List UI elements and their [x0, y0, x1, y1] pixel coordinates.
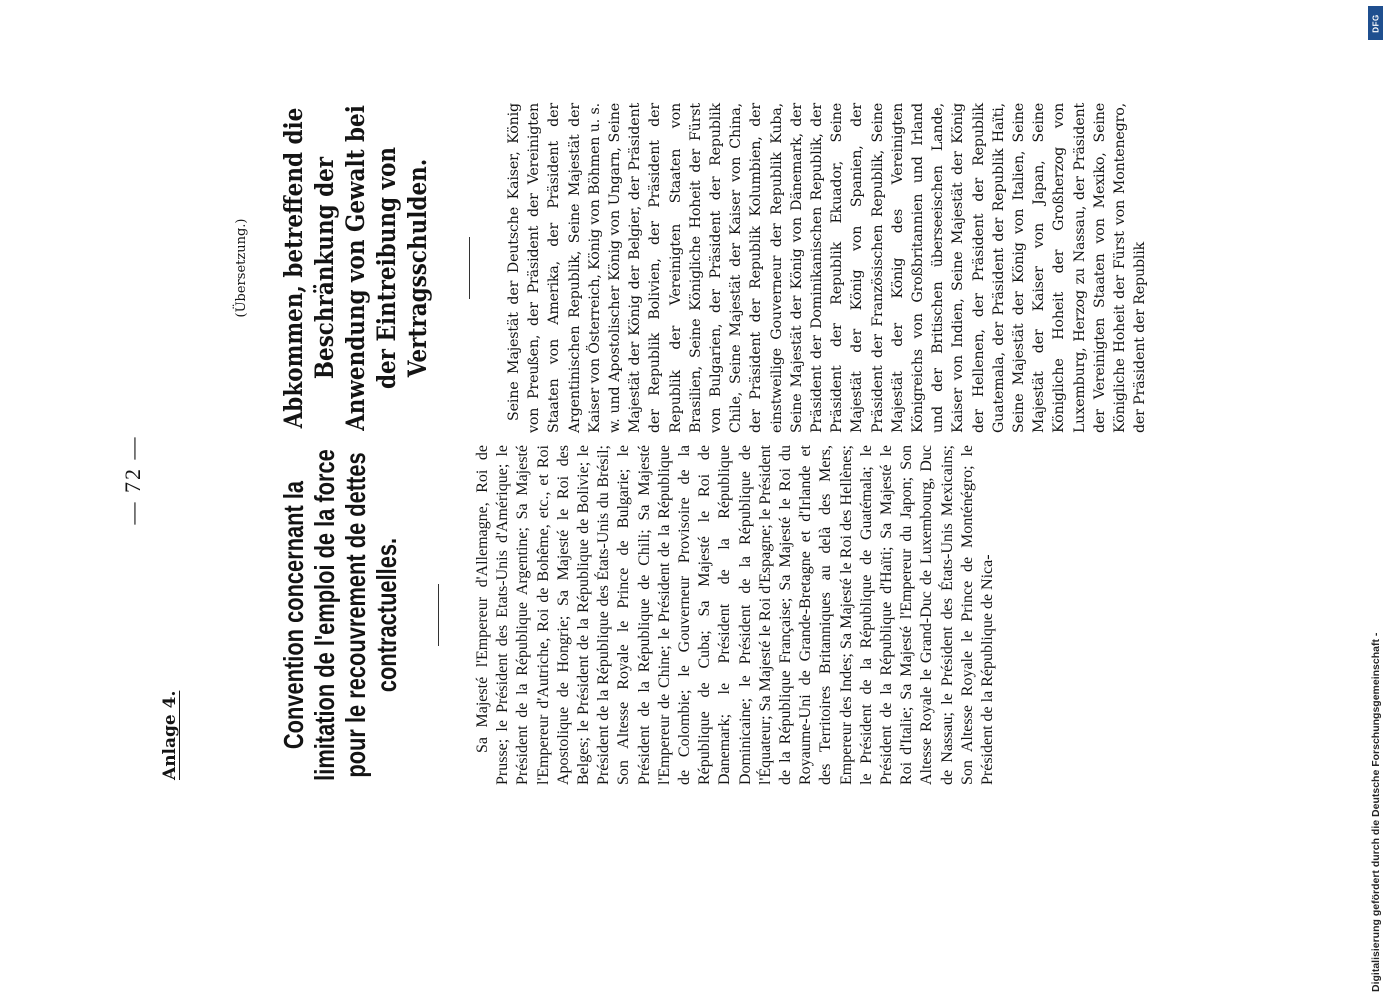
digitization-note-text: Digitalisierung gefördert durch die Deutsche Forschungsgemeinschaft -	[1370, 632, 1382, 992]
german-column	[234, 103, 1151, 433]
french-divider	[438, 584, 439, 646]
annex-label: Anlage 4.	[160, 690, 180, 780]
french-body: Sa Majesté l'Empereur d'Allemagne, Roi de Prusse; le Président des Etats-Unis d'Amérique; le Président de la République Argentine; Sa Majesté l'Empereur d'Autriche, Roi de Bohême, etc., et Roi Apostolique de Hongrie; Sa Majesté le Roi des Belges; le Président de la République de Bolivie; le Président de la République des États-Unis du Brésil; Son Altesse Royale le Prince de Bulgarie; le Président de la République de Chili; Sa Majesté l'Empereur de Chine; le Président de la République de Colombie; le Gouverneur Provisoire de la République de Cuba; Sa Majesté le Roi de Danemark; le Président de la République Dominicaine; le Président de la République de l'Équateur; Sa Majesté le Roi d'Espagne; le Président de la République Française; Sa Majesté le Roi du Royaume-Uni de Grande-Bretagne et d'Irlande et des Territoires Britanniques au delà des Mers, Empereur des Indes; Sa Majesté le Roi des Hellènes; le Président de la République de Guatémala; le Président de la République d'Haïti; Sa Majesté le Roi d'Italie; Sa Majesté l'Empereur du Japon; Son Altesse Royale le Grand-Duc de Luxembourg, Duc de Nassau; le Président des États-Unis Mexicains; Son Altesse Royale le Prince de Monténégro; le Président de la République de Nica-	[474, 445, 997, 785]
dfg-logo: DFG	[1368, 6, 1383, 40]
french-title: Convention concernant la limitation de l'emploi de la force pour le recouvrement de dettes contractuelles.	[278, 449, 402, 781]
digitization-note	[1368, 392, 1383, 992]
german-title: Abkommen, betreffend die Beschränkung der Anwendung von Gewalt bei der Eintreibung von Vertragsschulden.	[279, 105, 432, 431]
german-divider	[469, 237, 470, 299]
page-number: — 72 —	[120, 435, 145, 525]
translation-note: (Übersetzung.)	[234, 218, 249, 318]
french-column	[240, 445, 998, 785]
german-body: Seine Majestät der Deutsche Kaiser, König von Preußen, der Präsident der Vereinigten Staaten von Amerika, der Präsident der Argentinischen Republik, Seine Majestät der Kaiser von Österreich, König von Böhmen u. s. w. und Apostolischer König von Ungarn, Seine Majestät der König der Belgier, der Präsident der Republik Bolivien, der Präsident der Republik der Vereinigten Staaten von Brasilien, Seine Königliche Hoheit der Fürst von Bulgarien, der Präsident der Republik Chile, Seine Majestät der Kaiser von China, der Präsident der Republik Kolumbien, der einstweilige Gouverneur der Republik Kuba, Seine Majestät der König von Dänemark, der Präsident der Dominikanischen Republik, der Präsident der Republik Ekuador, Seine Majestät der König von Spanien, der Präsident der Französischen Republik, Seine Majestät der König des Vereinigten Königreichs von Großbritannien und Irland und der Britischen überseeischen Lande, Kaiser von Indien, Seine Majestät der König der Hellenen, der Präsident der Republik Guatemala, der Präsident der Republik Haïti, Seine Majestät der König von Italien, Seine Majestät der Kaiser von Japan, Seine Königliche Hoheit der Großherzog von Luxemburg, Herzog zu Nassau, der Präsident der Vereinigten Staaten von Mexiko, Seine Königliche Hoheit der Fürst von Montenegro, der Präsident der Republik	[506, 103, 1149, 433]
